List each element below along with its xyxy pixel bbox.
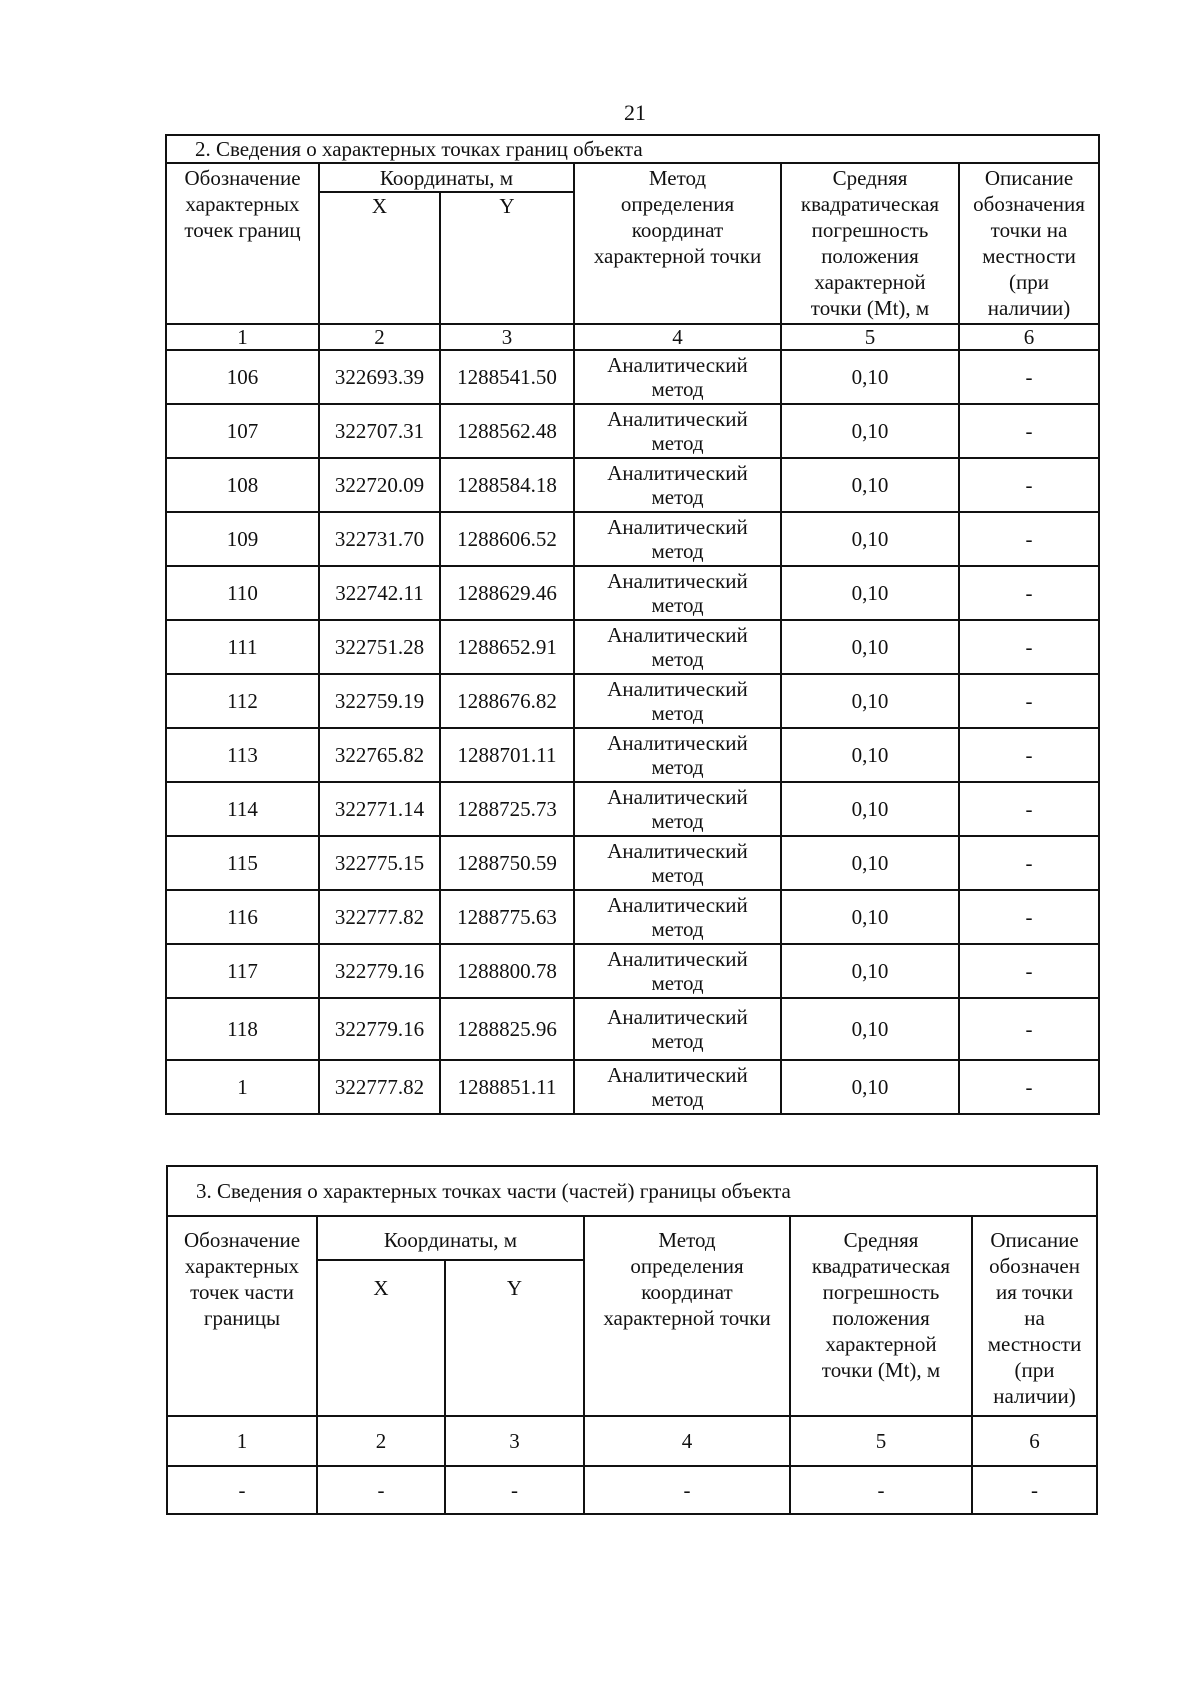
coord-y: 1288800.78 [440,944,574,998]
method-line: метод [651,1029,704,1053]
table-row [166,566,1099,620]
coord-y: 1288750.59 [440,836,574,890]
method-line: Аналитический [607,623,748,647]
point-id: 115 [166,836,319,890]
coord-x: 322775.15 [319,836,440,890]
column-number: 5 [781,324,959,350]
mt-value: 0,10 [781,782,959,836]
header-x: X [317,1260,445,1416]
method-line: Аналитический [607,947,748,971]
header-line: обозначен [989,1254,1080,1278]
column-number: 4 [584,1416,790,1466]
header-coords: Координаты, м [317,1216,584,1260]
description-value: - [959,728,1099,782]
method-cell [574,674,781,728]
method-cell [574,944,781,998]
coord-y: 1288652.91 [440,620,574,674]
mt-value: 0,10 [781,404,959,458]
description-value: - [959,674,1099,728]
column-number: 2 [319,324,440,350]
header-x: X [319,192,440,324]
section2-title: 2. Сведения о характерных точках границ объекта [166,135,1099,163]
point-id: - [167,1466,317,1514]
coord-x: 322707.31 [319,404,440,458]
column-number: 2 [317,1416,445,1466]
coord-x: 322742.11 [319,566,440,620]
point-id: 118 [166,998,319,1060]
column-number: 3 [440,324,574,350]
column-number: 1 [166,324,319,350]
description-value: - [959,404,1099,458]
method-line: метод [651,647,704,671]
description-value: - [959,1060,1099,1114]
point-id: 116 [166,890,319,944]
description-value: - [959,890,1099,944]
coord-x: 322777.82 [319,1060,440,1114]
point-id: 112 [166,674,319,728]
header-designation [167,1216,317,1416]
header-line: Описание [990,1228,1079,1252]
coord-y: 1288725.73 [440,782,574,836]
point-id: 107 [166,404,319,458]
method-cell [574,458,781,512]
table-row [166,836,1099,890]
method-line: Аналитический [607,1005,748,1029]
column-number: 6 [959,324,1099,350]
header-line: Обозначение [183,1228,301,1252]
table-row [166,728,1099,782]
method-line: метод [651,863,704,887]
mt-value: 0,10 [781,836,959,890]
header-line: погрешность [811,218,929,242]
header-line: на [1024,1306,1045,1330]
coord-y: - [445,1466,584,1514]
header-method [574,163,781,324]
method-cell: - [584,1466,790,1514]
method-cell [574,620,781,674]
coord-x: 322771.14 [319,782,440,836]
method-line: метод [651,593,704,617]
table-row [166,944,1099,998]
coord-y: 1288825.96 [440,998,574,1060]
header-line: характерной [814,270,926,294]
table-row [166,512,1099,566]
mt-value: 0,10 [781,566,959,620]
header-line: (при [1014,1358,1055,1382]
description-value: - [959,512,1099,566]
description-value: - [959,620,1099,674]
coord-x: 322720.09 [319,458,440,512]
header-line: погрешность [822,1280,940,1304]
method-line: метод [651,377,704,401]
description-value: - [959,836,1099,890]
method-cell [574,998,781,1060]
method-line: Аналитический [607,731,748,755]
header-line: характерной точки [603,1306,771,1330]
header-line: точек части [190,1280,294,1304]
mt-value: 0,10 [781,728,959,782]
description-value: - [959,566,1099,620]
column-number: 6 [972,1416,1097,1466]
header-line: Метод [648,166,707,190]
method-cell [574,728,781,782]
point-id: 109 [166,512,319,566]
table-row [166,998,1099,1060]
header-line: точки (Mt), м [810,296,930,320]
method-cell [574,1060,781,1114]
method-line: Аналитический [607,1063,748,1087]
method-line: метод [651,539,704,563]
mt-value: 0,10 [781,998,959,1060]
header-line: местности [982,244,1076,268]
point-id: 106 [166,350,319,404]
column-number: 1 [167,1416,317,1466]
method-line: метод [651,917,704,941]
table-row [166,620,1099,674]
method-line: Аналитический [607,893,748,917]
mt-value: - [790,1466,972,1514]
coord-x: 322779.16 [319,998,440,1060]
coord-x: 322779.16 [319,944,440,998]
mt-value: 0,10 [781,674,959,728]
method-line: Аналитический [607,569,748,593]
point-id: 1 [166,1060,319,1114]
header-line: квадратическая [811,1254,951,1278]
table-row [166,458,1099,512]
description-value: - [972,1466,1097,1514]
method-line: Аналитический [607,677,748,701]
coord-y: 1288701.11 [440,728,574,782]
coord-y: 1288676.82 [440,674,574,728]
method-cell [574,512,781,566]
point-id: 110 [166,566,319,620]
column-number: 4 [574,324,781,350]
description-value: - [959,350,1099,404]
header-line: положения [821,244,919,268]
header-line: определения [630,1254,744,1278]
page-number: 21 [624,100,646,125]
header-line: Средняя [843,1228,919,1252]
method-line: метод [651,485,704,509]
coord-y: 1288851.11 [440,1060,574,1114]
coord-x: - [317,1466,445,1514]
header-line: координат [631,218,724,242]
header-line: определения [620,192,735,216]
method-line: Аналитический [607,461,748,485]
header-y: Y [445,1260,584,1416]
header-line: характерных [184,1254,300,1278]
header-line: точки на [990,218,1068,242]
header-designation [166,163,319,324]
mt-value: 0,10 [781,620,959,674]
header-line: (при [1009,270,1049,294]
header-line: характерных [185,192,300,216]
header-error [781,163,959,324]
header-line: обозначения [973,192,1085,216]
mt-value: 0,10 [781,1060,959,1114]
header-line: координат [641,1280,733,1304]
table-row [166,890,1099,944]
method-cell [574,890,781,944]
header-method [584,1216,790,1416]
header-line: Метод [658,1228,716,1252]
section3-title: 3. Сведения о характерных точках части (частей) границы объекта [167,1166,1097,1216]
header-description [972,1216,1097,1416]
point-id: 113 [166,728,319,782]
header-line: характерной [825,1332,937,1356]
header-line: наличии) [987,296,1071,320]
header-line: Средняя [832,166,908,190]
description-value: - [959,944,1099,998]
coord-x: 322765.82 [319,728,440,782]
method-line: Аналитический [607,407,748,431]
boundary-points-table [165,134,1100,1115]
table-row [166,404,1099,458]
boundary-part-points-table [166,1165,1098,1515]
point-id: 111 [166,620,319,674]
header-line: наличии) [993,1384,1076,1408]
description-value: - [959,458,1099,512]
coord-y: 1288541.50 [440,350,574,404]
header-line: точек границ [184,218,301,242]
description-value: - [959,782,1099,836]
column-number: 3 [445,1416,584,1466]
method-cell [574,404,781,458]
description-value: - [959,998,1099,1060]
header-line: точки (Mt), м [821,1358,941,1382]
table-row [166,1060,1099,1114]
mt-value: 0,10 [781,944,959,998]
method-line: метод [651,1087,704,1111]
coord-x: 322759.19 [319,674,440,728]
coord-y: 1288775.63 [440,890,574,944]
method-line: Аналитический [607,785,748,809]
header-line: положения [832,1306,930,1330]
coord-x: 322777.82 [319,890,440,944]
mt-value: 0,10 [781,350,959,404]
header-error [790,1216,972,1416]
header-description [959,163,1099,324]
header-line: Обозначение [184,166,301,190]
header-line: квадратическая [800,192,940,216]
header-y: Y [440,192,574,324]
column-number: 5 [790,1416,972,1466]
table-row [166,350,1099,404]
point-id: 117 [166,944,319,998]
method-line: метод [651,971,704,995]
mt-value: 0,10 [781,890,959,944]
method-line: метод [651,431,704,455]
method-line: метод [651,809,704,833]
coord-x: 322751.28 [319,620,440,674]
coord-x: 322693.39 [319,350,440,404]
method-cell [574,566,781,620]
coord-x: 322731.70 [319,512,440,566]
method-line: Аналитический [607,353,748,377]
method-cell [574,836,781,890]
header-line: границы [203,1306,281,1330]
method-line: Аналитический [607,515,748,539]
coord-y: 1288584.18 [440,458,574,512]
method-cell [574,782,781,836]
method-line: метод [651,755,704,779]
coord-y: 1288562.48 [440,404,574,458]
method-line: Аналитический [607,839,748,863]
header-line: местности [987,1332,1082,1356]
point-id: 114 [166,782,319,836]
mt-value: 0,10 [781,512,959,566]
table-row [167,1466,1097,1514]
point-id: 108 [166,458,319,512]
coord-y: 1288629.46 [440,566,574,620]
header-line: ия точки [996,1280,1074,1304]
table-row [166,782,1099,836]
header-coords: Координаты, м [319,163,574,192]
coord-y: 1288606.52 [440,512,574,566]
mt-value: 0,10 [781,458,959,512]
table-row [166,674,1099,728]
method-cell [574,350,781,404]
header-line: Описание [984,166,1074,190]
method-line: метод [651,701,704,725]
header-line: характерной точки [593,244,762,268]
